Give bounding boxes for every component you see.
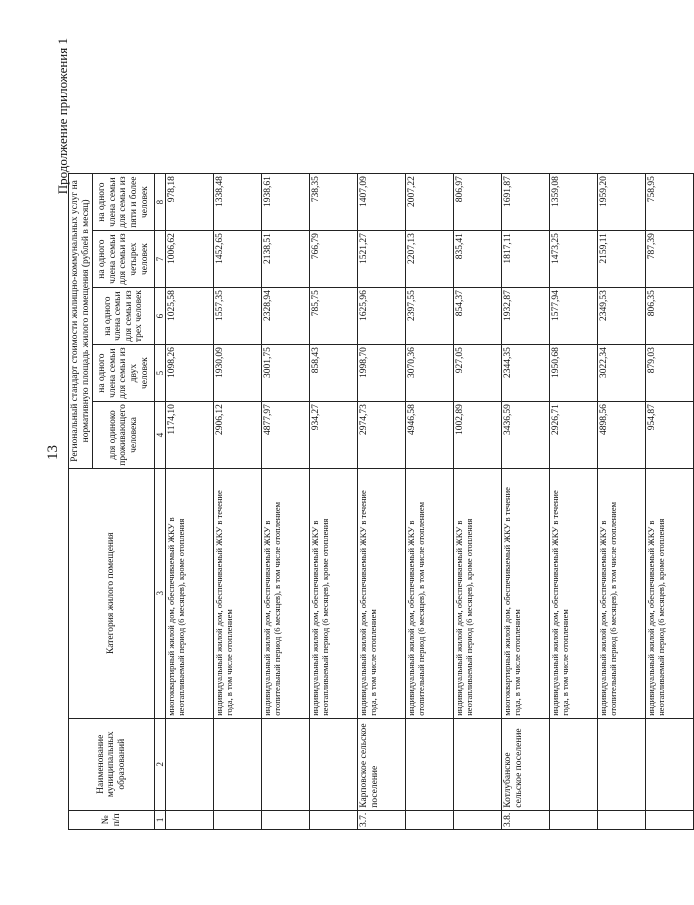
row-num xyxy=(406,810,454,829)
row-num xyxy=(550,810,598,829)
value-three: 2349,53 xyxy=(598,288,646,345)
value-three: 2328,94 xyxy=(262,288,310,345)
table-row xyxy=(166,174,214,830)
header-category: Категория жилого помещения xyxy=(69,468,155,718)
row-num xyxy=(646,810,694,829)
col-number: 3 xyxy=(155,468,166,718)
value-two: 927,05 xyxy=(454,345,502,402)
value-two: 3070,36 xyxy=(406,345,454,402)
table-row xyxy=(454,174,502,830)
value-two: 1930,09 xyxy=(214,345,262,402)
row-num xyxy=(262,810,310,829)
value-five: 1338,48 xyxy=(214,174,262,231)
value-five: 1407,09 xyxy=(358,174,406,231)
value-single: 2906,12 xyxy=(214,402,262,469)
category-text: индивидуальный жилой дом, обеспечиваемый ЖКУ в течение года, в том числе отоплением xyxy=(214,468,262,718)
value-five: 806,97 xyxy=(454,174,502,231)
value-five: 1359,08 xyxy=(550,174,598,231)
value-two: 1950,68 xyxy=(550,345,598,402)
value-four: 1006,62 xyxy=(166,231,214,288)
value-four: 835,41 xyxy=(454,231,502,288)
table-row xyxy=(358,174,406,830)
value-four: 2159,11 xyxy=(598,231,646,288)
table-row xyxy=(502,174,550,830)
header-sub-3: на одного члена семьи для семьи из трех человек xyxy=(93,288,155,345)
settlement-name xyxy=(310,718,358,810)
value-three: 1625,96 xyxy=(358,288,406,345)
value-two: 3001,75 xyxy=(262,345,310,402)
value-four: 766,79 xyxy=(310,231,358,288)
value-two: 1998,70 xyxy=(358,345,406,402)
table-row xyxy=(214,174,262,830)
value-two: 3022,34 xyxy=(598,345,646,402)
value-single: 1002,89 xyxy=(454,402,502,469)
col-number: 5 xyxy=(155,345,166,402)
category-text: индивидуальный жилой дом, обеспечиваемый ЖКУ в течение года, в том числе отоплением xyxy=(358,468,406,718)
value-three: 806,35 xyxy=(646,288,694,345)
value-five: 2007,22 xyxy=(406,174,454,231)
value-two: 2344,35 xyxy=(502,345,550,402)
row-num xyxy=(214,810,262,829)
table-row xyxy=(598,174,646,830)
value-two: 1098,26 xyxy=(166,345,214,402)
settlement-name xyxy=(646,718,694,810)
value-three: 854,37 xyxy=(454,288,502,345)
page-number: 13 xyxy=(45,445,61,460)
value-three: 1577,94 xyxy=(550,288,598,345)
col-number: 4 xyxy=(155,402,166,469)
value-four: 1473,25 xyxy=(550,231,598,288)
category-text: индивидуальный жилой дом, обеспечиваемый ЖКУ в течение года, в том числе отоплением xyxy=(550,468,598,718)
category-text: многоквартирный жилой дом, обеспечиваемый ЖКУ в неотапливаемый период (6 месяцев), кроме отопления xyxy=(166,468,214,718)
table-row xyxy=(310,174,358,830)
value-three: 1557,35 xyxy=(214,288,262,345)
value-single: 3436,59 xyxy=(502,402,550,469)
value-five: 978,18 xyxy=(166,174,214,231)
value-three: 1025,58 xyxy=(166,288,214,345)
value-four: 1452,65 xyxy=(214,231,262,288)
col-number: 8 xyxy=(155,174,166,231)
value-five: 738,35 xyxy=(310,174,358,231)
row-num: 3.8. xyxy=(502,810,550,829)
settlement-name xyxy=(550,718,598,810)
value-single: 2926,71 xyxy=(550,402,598,469)
header-sub-2: на одного члена семьи для семьи из двух человек xyxy=(93,345,155,402)
header-num: № п/п xyxy=(69,810,155,829)
category-text: индивидуальный жилой дом, обеспечиваемый ЖКУ в неотапливаемый период (6 месяцев), кроме отопления xyxy=(454,468,502,718)
value-single: 934,27 xyxy=(310,402,358,469)
row-num: 3.7. xyxy=(358,810,406,829)
row-num xyxy=(598,810,646,829)
category-text: индивидуальный жилой дом, обеспечиваемый ЖКУ в неотапливаемый период (6 месяцев), кроме отопления xyxy=(646,468,694,718)
value-single: 4898,56 xyxy=(598,402,646,469)
value-four: 787,39 xyxy=(646,231,694,288)
category-text: индивидуальный жилой дом, обеспечиваемый ЖКУ в неотапливаемый период (6 месяцев), кроме отопления xyxy=(310,468,358,718)
value-four: 1817,11 xyxy=(502,231,550,288)
value-four: 1521,27 xyxy=(358,231,406,288)
category-text: индивидуальный жилой дом, обеспечиваемый ЖКУ в отопительный период (6 месяцев), в том числе отоплением xyxy=(262,468,310,718)
value-two: 858,43 xyxy=(310,345,358,402)
value-four: 2138,51 xyxy=(262,231,310,288)
row-num xyxy=(454,810,502,829)
settlement-name xyxy=(454,718,502,810)
row-num xyxy=(310,810,358,829)
category-text: индивидуальный жилой дом, обеспечиваемый ЖКУ в отопительный период (6 месяцев), в том числе отоплением xyxy=(406,468,454,718)
header-sub-4: на одного члена семьи для семьи из четырех человек xyxy=(93,231,155,288)
settlement-name: Карповское сельское поселение xyxy=(358,718,406,810)
col-number: 6 xyxy=(155,288,166,345)
row-num xyxy=(166,810,214,829)
settlement-name xyxy=(262,718,310,810)
value-three: 2397,55 xyxy=(406,288,454,345)
continuation-title: Продолжение приложения 1 xyxy=(55,38,70,195)
col-number: 1 xyxy=(155,810,166,829)
value-five: 758,95 xyxy=(646,174,694,231)
value-single: 4877,97 xyxy=(262,402,310,469)
value-five: 1959,20 xyxy=(598,174,646,231)
table-row xyxy=(646,174,694,830)
value-three: 1932,87 xyxy=(502,288,550,345)
table-row xyxy=(406,174,454,830)
header-sub-5: на одного члена семьи для семьи из пяти и более человек xyxy=(93,174,155,231)
header-name: Наименование муниципальных образований xyxy=(69,718,155,810)
settlement-name xyxy=(166,718,214,810)
value-single: 1174,10 xyxy=(166,402,214,469)
value-single: 4946,58 xyxy=(406,402,454,469)
value-four: 2207,13 xyxy=(406,231,454,288)
value-five: 1938,61 xyxy=(262,174,310,231)
value-three: 785,75 xyxy=(310,288,358,345)
category-text: многоквартирный жилой дом, обеспечиваемый ЖКУ в течение года, в том числе отоплением xyxy=(502,468,550,718)
value-five: 1691,87 xyxy=(502,174,550,231)
table-row xyxy=(550,174,598,830)
settlement-name xyxy=(598,718,646,810)
table-row xyxy=(262,174,310,830)
tariff-table xyxy=(68,173,694,830)
col-number: 2 xyxy=(155,718,166,810)
settlement-name: Котлубанское сельское поселение xyxy=(502,718,550,810)
settlement-name xyxy=(406,718,454,810)
value-single: 954,87 xyxy=(646,402,694,469)
settlement-name xyxy=(214,718,262,810)
category-text: индивидуальный жилой дом, обеспечиваемый ЖКУ в отопительный период (6 месяцев), в том числе отоплением xyxy=(598,468,646,718)
value-two: 879,03 xyxy=(646,345,694,402)
header-sub-1: для одиноко проживающего человека xyxy=(93,402,155,469)
col-number: 7 xyxy=(155,231,166,288)
value-single: 2974,73 xyxy=(358,402,406,469)
header-standard: Региональный стандарт стоимости жилищно-коммунальных услуг на нормативную площадь жилого помещения (рублей в месяц) xyxy=(69,174,93,469)
